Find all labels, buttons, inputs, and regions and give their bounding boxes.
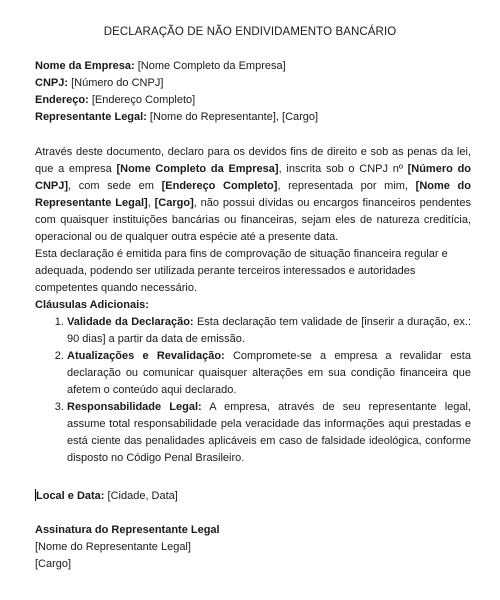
bold-run: [Cargo] bbox=[154, 197, 194, 209]
clauses-list bbox=[35, 314, 471, 467]
field-legal-representative bbox=[35, 109, 475, 126]
field-value: [Endereço Completo] bbox=[88, 94, 196, 106]
field-company-name bbox=[35, 58, 475, 75]
local-label: Local e Data: bbox=[36, 490, 105, 502]
bold-run: [Número do CNPJ] bbox=[35, 163, 472, 192]
document-title: DECLARAÇÃO DE NÃO ENDIVIDAMENTO BANCÁRIO bbox=[103, 26, 397, 38]
text-run: , não possui dívidas ou encargos financeiros pendentes com quaisquer instituições bancárias ou financeiras, sejam eles de natureza creditícia, operacional ou de qualquer outra espécie até a presente data. bbox=[35, 197, 471, 243]
field-label: CNPJ: bbox=[35, 77, 69, 89]
clause-item bbox=[67, 348, 471, 399]
bold-run: [Endereço Completo] bbox=[161, 180, 278, 192]
field-value: [Nome do Representante], [Cargo] bbox=[146, 111, 319, 123]
signature-name: [Nome do Representante Legal] bbox=[35, 541, 191, 553]
text-run: Através deste documento, declaro para os devidos fins de direito e sob as penas da lei, que a empresa bbox=[35, 146, 471, 175]
field-label: Endereço: bbox=[35, 94, 89, 106]
company-fields bbox=[35, 58, 475, 126]
local-value: [Cidade, Data] bbox=[104, 490, 178, 502]
clause-label: Atualizações e Revalidação: bbox=[67, 350, 225, 362]
field-value: [Nome Completo da Empresa] bbox=[134, 60, 286, 72]
local-and-date[interactable] bbox=[35, 488, 475, 505]
text-run: , representada por mim, bbox=[277, 180, 416, 192]
field-label: Representante Legal: bbox=[35, 111, 147, 123]
clauses-heading: Cláusulas Adicionais: bbox=[35, 299, 149, 311]
clause-item bbox=[67, 314, 471, 348]
clause-label: Validade da Declaração: bbox=[67, 316, 194, 328]
signature-role: [Cargo] bbox=[35, 558, 72, 570]
signature-heading: Assinatura do Representante Legal bbox=[35, 524, 220, 536]
clause-text: A empresa, através de seu representante legal, assume total responsabilidade pela veracidade das informações aqui prestadas e está ciente das penalidades aplicáveis em caso de falsidade ideológica, conforme disposto no Código Penal Brasileiro. bbox=[67, 401, 471, 464]
clause-text: Esta declaração tem validade de [inserir a duração, ex.: 90 dias] a partir da data de emissão. bbox=[67, 316, 471, 345]
purpose-paragraph: Esta declaração é emitida para fins de comprovação de situação financeira regular e adequada, podendo ser utilizada perante terceiros interessados e autoridades competentes quando necessário. bbox=[35, 248, 448, 294]
clause-item bbox=[67, 399, 471, 467]
document-body bbox=[35, 144, 471, 467]
signature-block bbox=[35, 522, 475, 573]
field-value: [Número do CNPJ] bbox=[68, 77, 164, 89]
declaration-paragraph bbox=[35, 144, 471, 246]
text-run: , com sede em bbox=[68, 180, 162, 192]
bold-run: [Nome do Representante Legal] bbox=[35, 180, 471, 209]
field-cnpj bbox=[35, 75, 475, 92]
text-run: , bbox=[147, 197, 155, 209]
clause-text: Compromete-se a empresa a revalidar esta declaração ou comunicar quaisquer alterações em sua condição financeira que afetem o conteúdo aqui declarado. bbox=[67, 350, 471, 396]
bold-run: [Nome Completo da Empresa] bbox=[116, 163, 279, 175]
field-label: Nome da Empresa: bbox=[35, 60, 135, 72]
text-run: , inscrita sob o CNPJ nº bbox=[278, 163, 408, 175]
clause-label: Responsabilidade Legal: bbox=[67, 401, 202, 413]
field-address bbox=[35, 92, 475, 109]
